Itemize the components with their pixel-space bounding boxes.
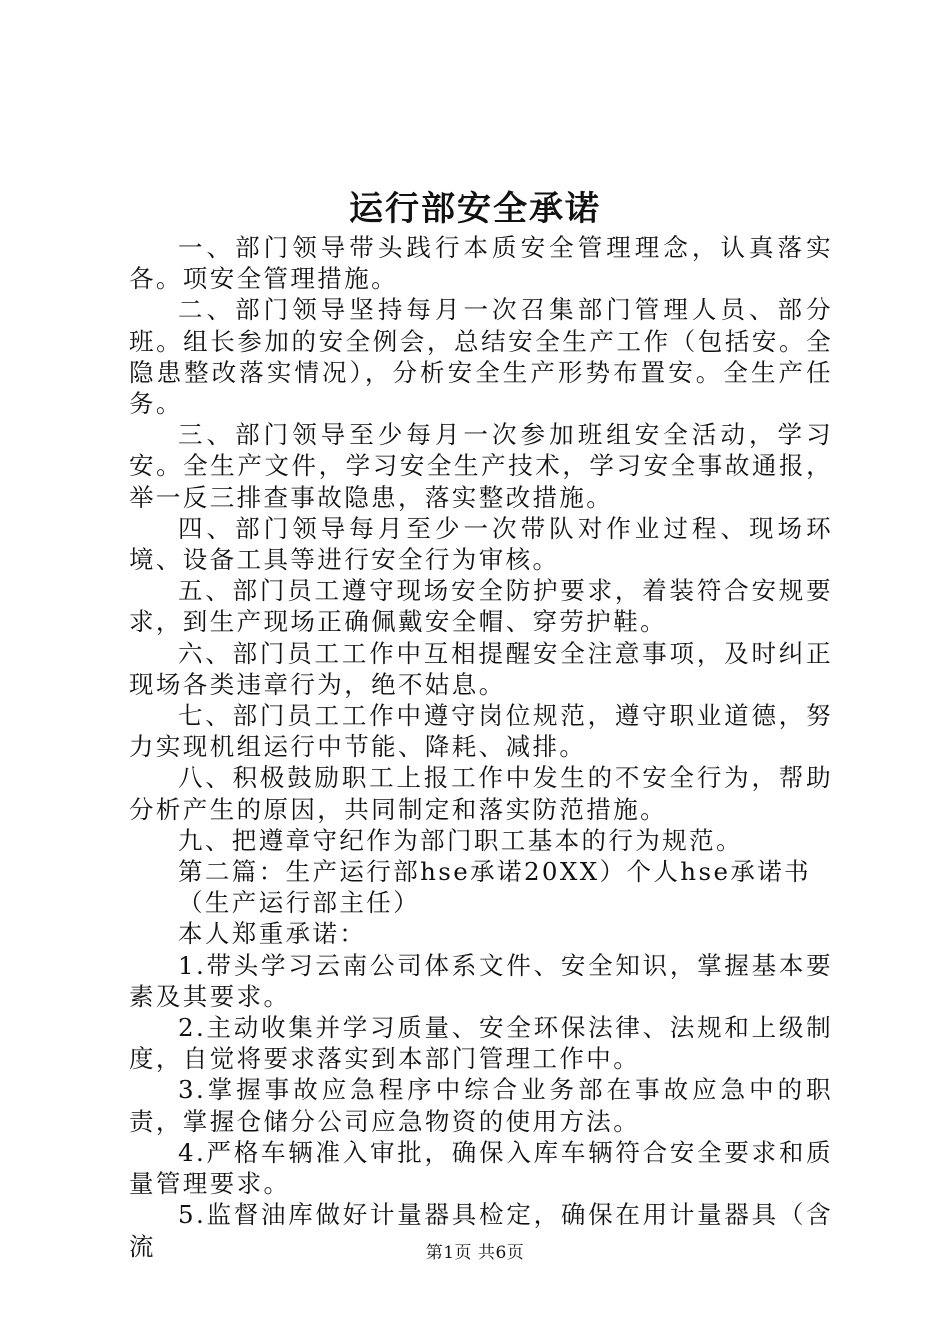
section-heading: 第二篇：生产运行部hse承诺20XX）个人hse承诺书	[178, 857, 812, 887]
page-number: 第1页 共6页	[425, 1243, 525, 1263]
paragraph-3: 三、部门领导至少每月一次参加班组安全活动，学习安。全生产文件，学习安全生产技术，学习安全事故通报，举一反三排查事故隐患，落实整改措施。	[129, 420, 833, 512]
section-subheading: （生产运行部主任）	[178, 888, 421, 918]
pledge-item-3: 3.掌握事故应急程序中综合业务部在事故应急中的职责，掌握仓储分公司应急物资的使用方法。	[129, 1075, 833, 1136]
paragraph-8: 八、积极鼓励职工上报工作中发生的不安全行为，帮助分析产生的原因，共同制定和落实防范措施。	[129, 763, 833, 824]
pledge-item-4: 4.严格车辆准入审批，确保入库车辆符合安全要求和质量管理要求。	[129, 1137, 833, 1199]
paragraph-9: 九、把遵章守纪作为部门职工基本的行为规范。	[178, 825, 743, 855]
pledge-item-5: 5.监督油库做好计量器具检定，确保在用计量器具（含流	[129, 1200, 833, 1261]
paragraph-4: 四、部门领导每月至少一次带队对作业过程、现场环境、设备工具等进行安全行为审核。	[129, 513, 833, 575]
paragraph-6: 六、部门员工工作中互相提醒安全注意事项，及时纠正现场各类违章行为，绝不姑息。	[129, 638, 833, 699]
pledge-item-2: 2.主动收集并学习质量、安全环保法律、法规和上级制度，自觉将要求落实到本部门管理工作中。	[129, 1013, 833, 1074]
paragraph-2: 二、部门领导坚持每月一次召集部门管理人员、部分班。组长参加的安全例会，总结安全生产工作（包括安。全隐患整改落实情况），分析安全生产形势布置安。全生产任务。	[129, 295, 833, 419]
paragraph-5: 五、部门员工遵守现场安全防护要求，着装符合安规要求，到生产现场正确佩戴安全帽、穿劳护鞋。	[129, 576, 833, 637]
document-body	[129, 232, 833, 1262]
paragraph-1: 一、部门领导带头践行本质安全管理理念，认真落实各。项安全管理措施。	[129, 233, 833, 294]
document-title: 运行部安全承诺	[349, 189, 601, 229]
pledge-item-1: 1.带头学习云南公司体系文件、安全知识，掌握基本要素及其要求。	[129, 950, 833, 1011]
pledge-intro: 本人郑重承诺：	[178, 919, 367, 949]
paragraph-7: 七、部门员工工作中遵守岗位规范，遵守职业道德，努力实现机组运行中节能、降耗、减排。	[129, 701, 833, 762]
